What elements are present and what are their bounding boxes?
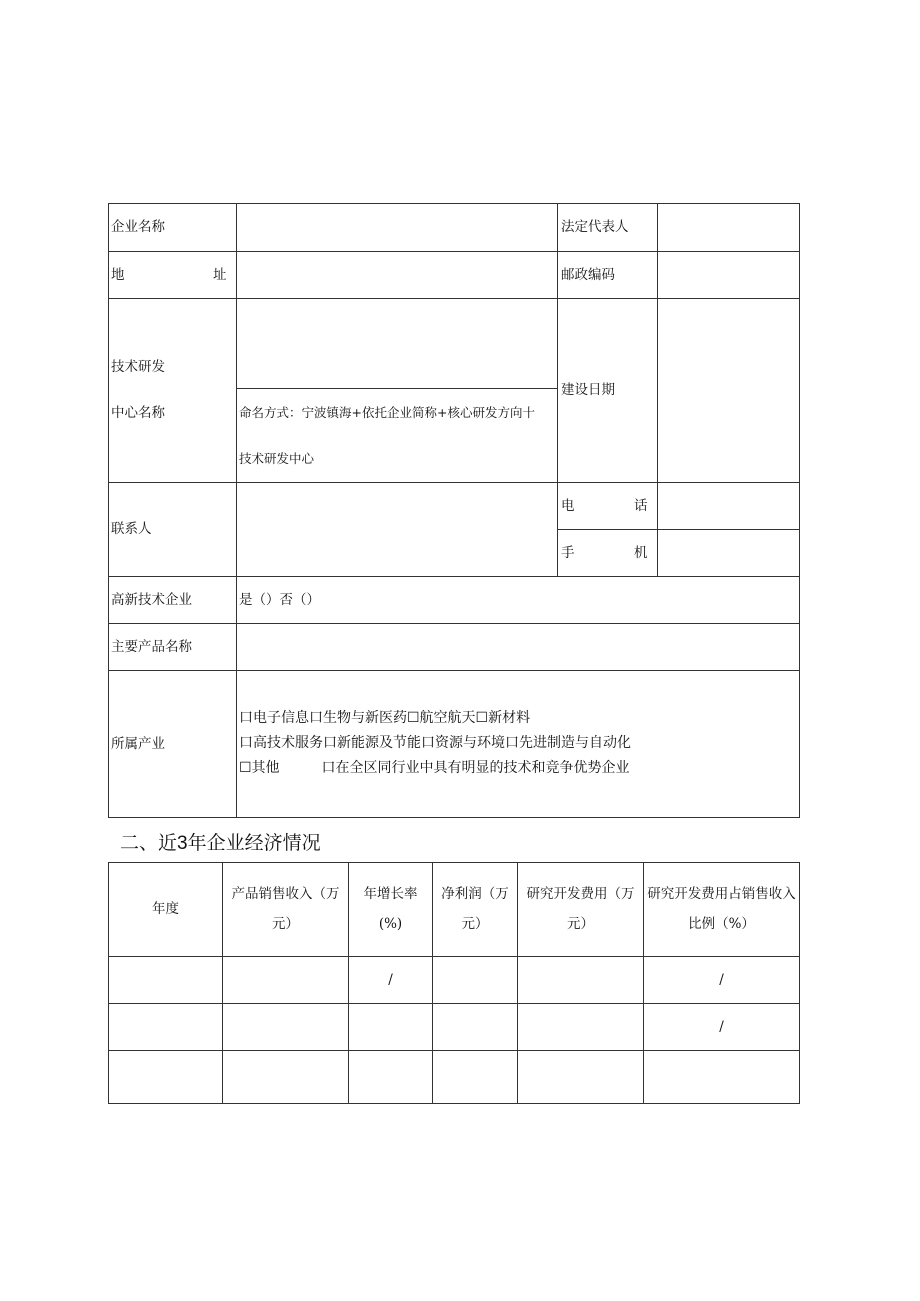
label-cell: [108, 623, 237, 671]
label-cell: [557, 529, 658, 577]
cell-value: /: [719, 971, 724, 988]
label-cell: [108, 298, 237, 483]
table-cell[interactable]: [517, 1003, 644, 1051]
naming-rule-1: 命名方式：宁波镇海+依托企业简称+核心研发方向十: [239, 405, 535, 420]
header-label: 年度: [152, 900, 179, 917]
cell-value: /: [719, 1018, 724, 1035]
main-product-field[interactable]: [236, 623, 800, 671]
label-cell: [557, 482, 658, 530]
label-cell: [108, 251, 237, 299]
table-header-cell: [222, 862, 349, 957]
header-label: 年增长率(%): [363, 885, 418, 932]
header-label: 研究开发费用（万元）: [526, 885, 635, 932]
table-cell[interactable]: [432, 1050, 518, 1104]
naming-rule-2: 技术研发中心: [239, 451, 315, 466]
contact-field[interactable]: [236, 482, 558, 577]
phone-field[interactable]: [657, 482, 800, 530]
table-cell[interactable]: [432, 1003, 518, 1051]
cell-value: /: [388, 971, 393, 988]
header-label: 净利润（万元）: [441, 885, 509, 932]
phone-label-b: 话: [634, 498, 648, 514]
table-cell[interactable]: [643, 1050, 800, 1104]
label-cell: [108, 576, 237, 624]
postcode-field[interactable]: [657, 251, 800, 299]
legal-rep-field[interactable]: [657, 203, 800, 252]
legal-rep-label: 法定代表人: [561, 219, 629, 235]
hightech-label: 高新技术企业: [111, 592, 192, 608]
label-cell: [108, 482, 237, 577]
table-header-cell: [643, 862, 800, 957]
industry-line-2: 口高技术服务口新能源及节能口资源与环境口先进制造与自动化: [239, 735, 631, 751]
table-header-cell: [348, 862, 433, 957]
header-label: 研究开发费用占销售收入比例（%）: [647, 885, 796, 932]
table-cell[interactable]: [643, 956, 800, 1004]
center-name-label-2: 中心名称: [111, 405, 165, 421]
label-cell: [557, 298, 658, 483]
table-cell[interactable]: [222, 1003, 349, 1051]
table-cell[interactable]: [517, 1050, 644, 1104]
table-cell[interactable]: [222, 1050, 349, 1104]
table-cell[interactable]: [348, 1003, 433, 1051]
industry-line-1: 口电子信息口生物与新医药☐航空航天☐新材料: [239, 710, 531, 726]
label-cell: [557, 203, 658, 252]
hightech-field[interactable]: [236, 576, 800, 624]
label-cell: [557, 251, 658, 299]
table-cell[interactable]: [432, 956, 518, 1004]
section-heading: 二、近3年企业经济情况: [120, 833, 321, 854]
company-name-label: 企业名称: [111, 219, 165, 235]
table-cell[interactable]: [348, 1050, 433, 1104]
mobile-label-a: 手: [561, 545, 575, 561]
table-header-cell: [432, 862, 518, 957]
table-cell[interactable]: [517, 956, 644, 1004]
mobile-field[interactable]: [657, 529, 800, 577]
industry-options[interactable]: [236, 670, 800, 818]
label-cell: [108, 670, 237, 818]
industry-line-3: ☐其他 口在全区同行业中具有明显的技术和竞争优势企业: [239, 760, 630, 776]
table-cell[interactable]: [222, 956, 349, 1004]
header-label: 产品销售收入（万元）: [231, 885, 340, 932]
hightech-options: 是（）否（）: [239, 592, 320, 608]
contact-label: 联系人: [111, 521, 152, 537]
main-product-label: 主要产品名称: [111, 639, 192, 655]
table-header-cell: [108, 862, 223, 957]
mobile-label-b: 机: [634, 545, 648, 561]
center-name-field[interactable]: [236, 298, 558, 389]
industry-label: 所属产业: [111, 736, 165, 752]
label-cell: [108, 203, 237, 252]
center-name-label-1: 技术研发: [111, 359, 165, 375]
table-cell[interactable]: [108, 1050, 223, 1104]
postcode-label: 邮政编码: [561, 267, 615, 283]
build-date-label: 建设日期: [561, 382, 615, 398]
phone-label-a: 电: [561, 498, 575, 514]
table-cell[interactable]: [108, 1003, 223, 1051]
table-cell[interactable]: [643, 1003, 800, 1051]
naming-rule-cell: [236, 388, 558, 483]
build-date-field[interactable]: [657, 298, 800, 483]
company-name-field[interactable]: [236, 203, 558, 252]
table-cell[interactable]: [108, 956, 223, 1004]
address-label-b: 址: [213, 267, 227, 283]
table-cell[interactable]: [348, 956, 433, 1004]
address-field[interactable]: [236, 251, 558, 299]
table-header-cell: [517, 862, 644, 957]
address-label-a: 地: [111, 267, 125, 283]
